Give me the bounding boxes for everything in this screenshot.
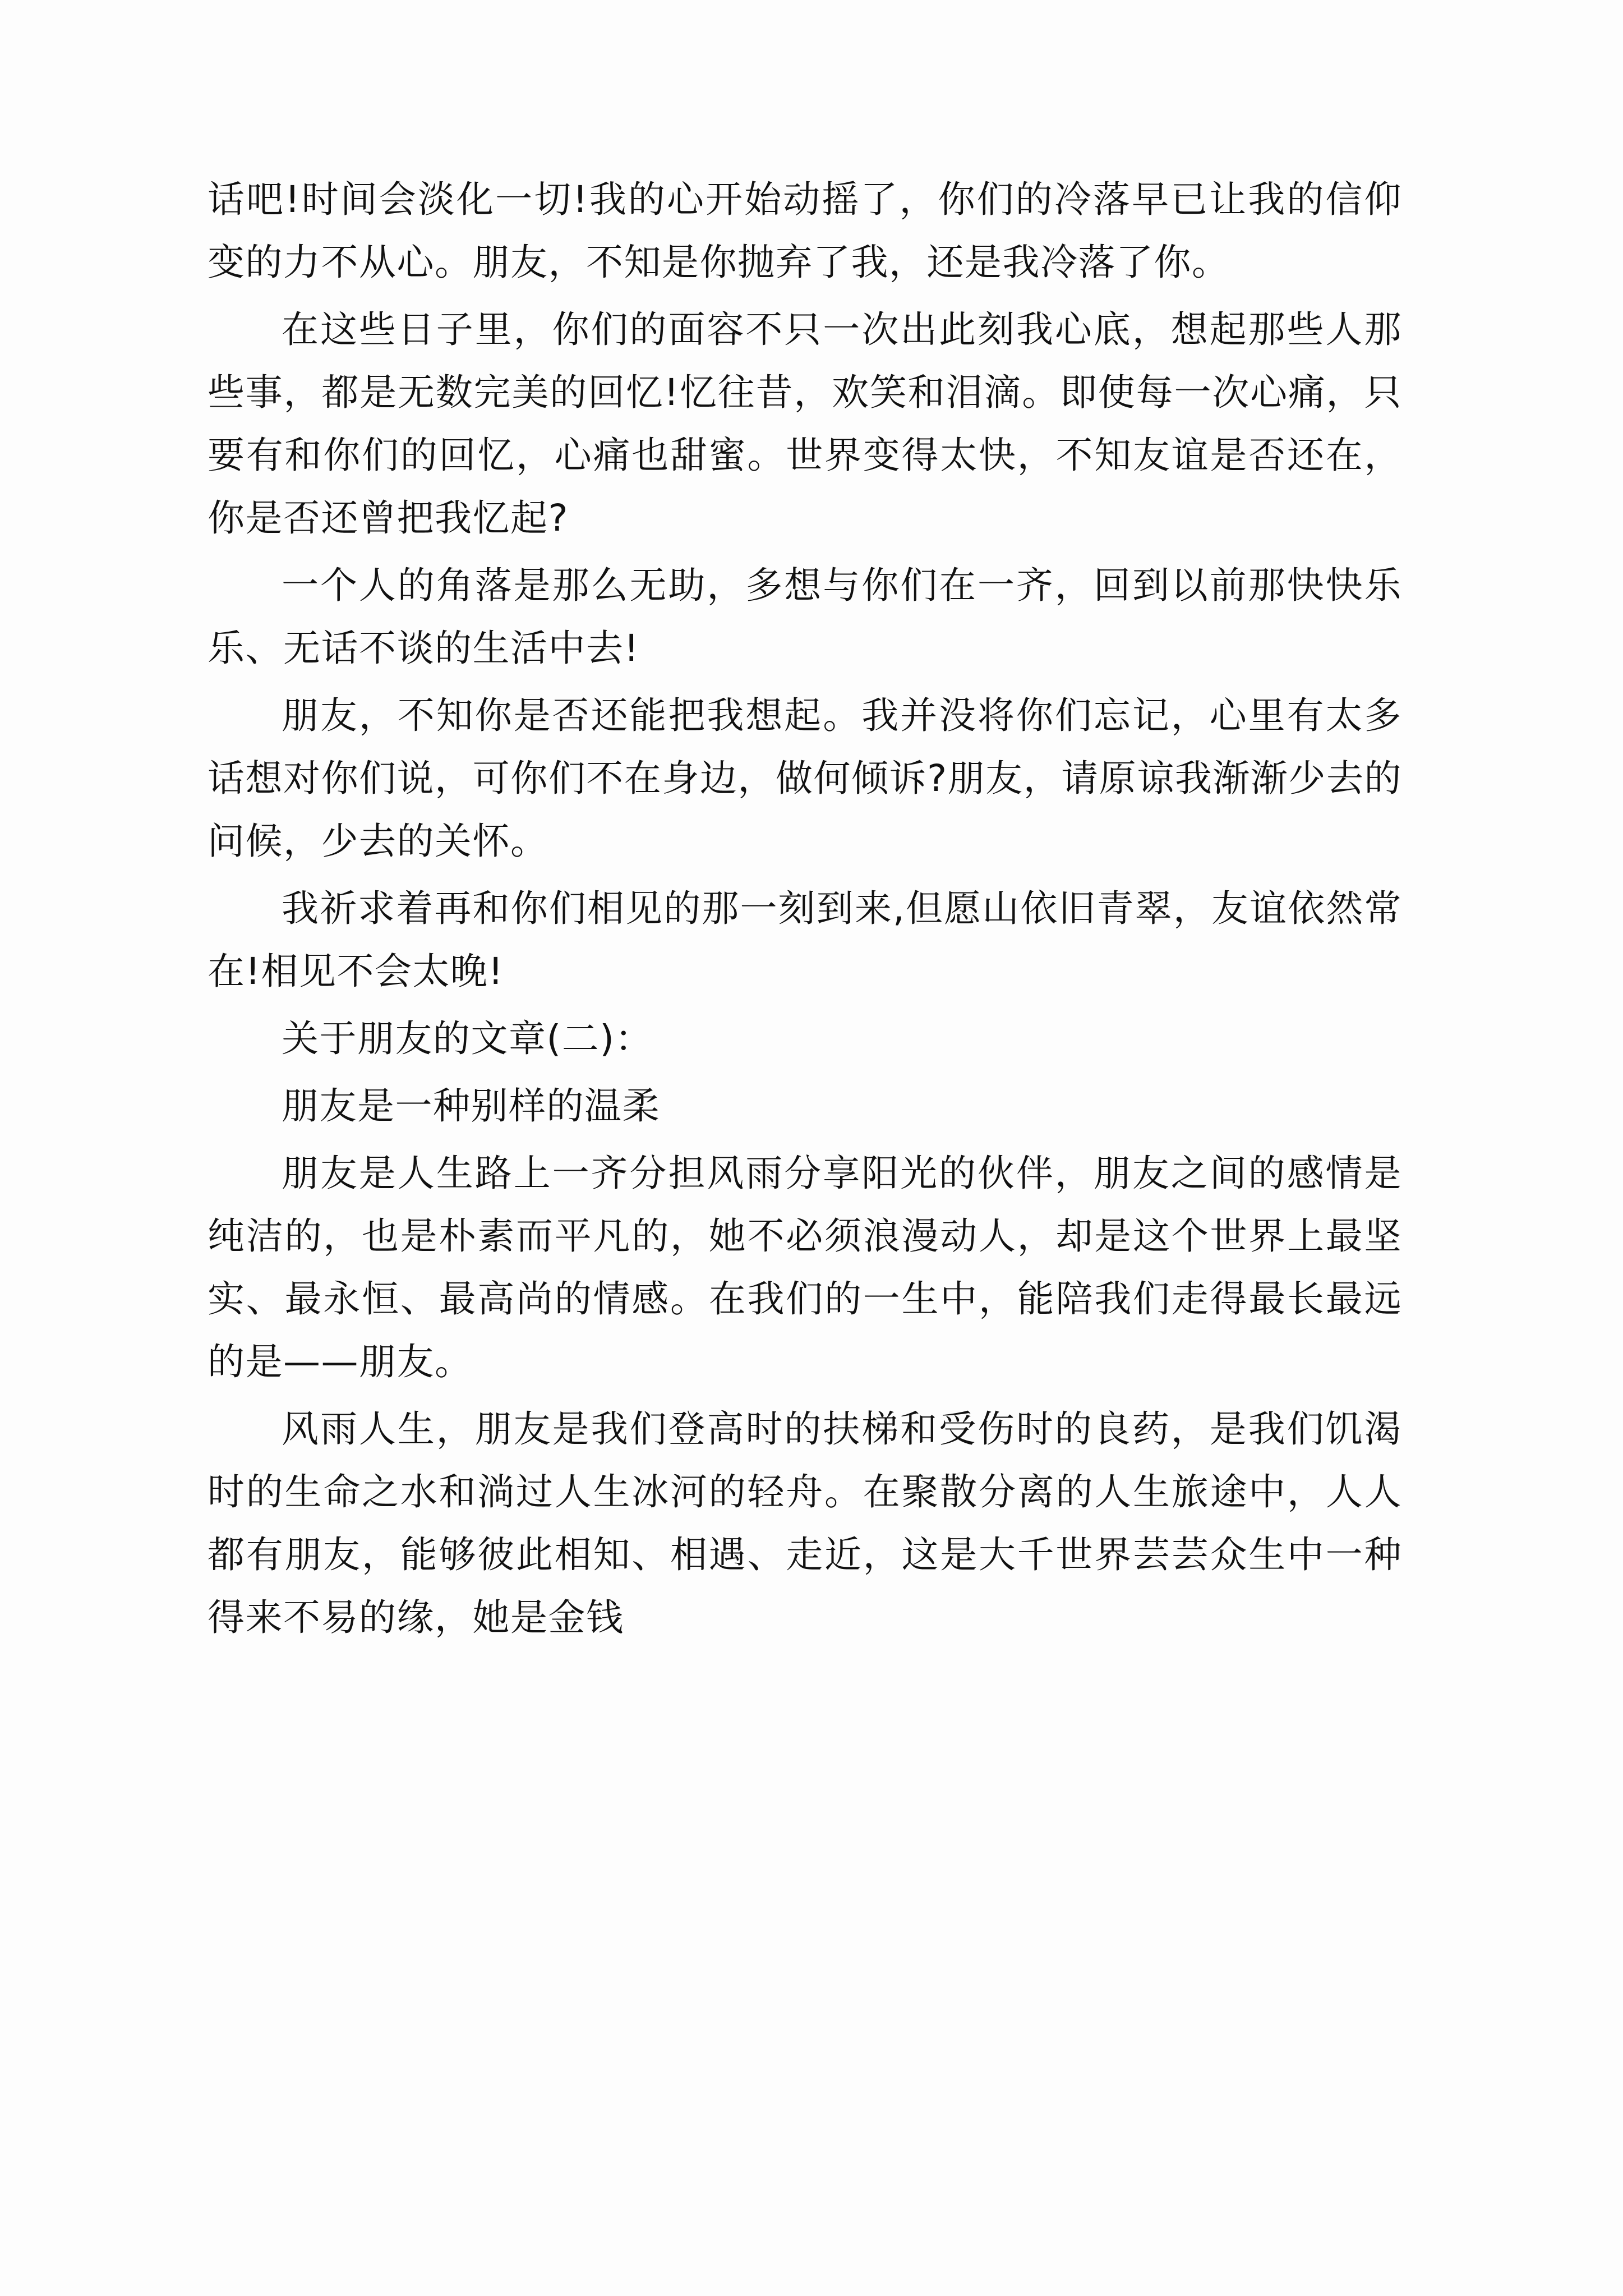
- section-heading: 关于朋友的文章(二)：: [282, 1017, 653, 1060]
- paragraph: 一个人的角落是那么无助，多想与你们在一齐，回到以前那快快乐乐、无话不谈的生活中去!: [208, 564, 1402, 670]
- paragraph: 朋友是人生路上一齐分担风雨分享阳光的伙伴，朋友之间的感情是纯洁的，也是朴素而平凡的，她不必须浪漫动人，却是这个世界上最坚实、最永恒、最高尚的情感。在我们的一生中，能陪我们走得最长最远的是——朋友。: [208, 1152, 1402, 1383]
- paragraph: 话吧!时间会淡化一切!我的心开始动摇了，你们的冷落早已让我的信仰变的力不从心。朋友，不知是你抛弃了我，还是我冷落了你。: [208, 178, 1402, 284]
- section-subheading: 朋友是一种别样的温柔: [282, 1084, 660, 1128]
- paragraph: 在这些日子里，你们的面容不只一次出此刻我心底，想起那些人那些事，都是无数完美的回忆!忆往昔，欢笑和泪滴。即使每一次心痛，只要有和你们的回忆，心痛也甜蜜。世界变得太快，不知友谊是否还在，你是否还曾把我忆起?: [208, 308, 1402, 540]
- document-body: [208, 168, 1402, 1654]
- paragraph: 朋友，不知你是否还能把我想起。我并没将你们忘记，心里有太多话想对你们说，可你们不在身边，做何倾诉?朋友，请原谅我渐渐少去的问候，少去的关怀。: [208, 694, 1402, 863]
- paragraph: 风雨人生，朋友是我们登高时的扶梯和受伤时的良药，是我们饥渴时的生命之水和淌过人生冰河的轻舟。在聚散分离的人生旅途中，人人都有朋友，能够彼此相知、相遇、走近，这是大千世界芸芸众生中一种得来不易的缘，她是金钱: [208, 1407, 1402, 1639]
- paragraph: 我祈求着再和你们相见的那一刻到来,但愿山依旧青翠，友谊依然常在!相见不会太晚!: [208, 887, 1402, 993]
